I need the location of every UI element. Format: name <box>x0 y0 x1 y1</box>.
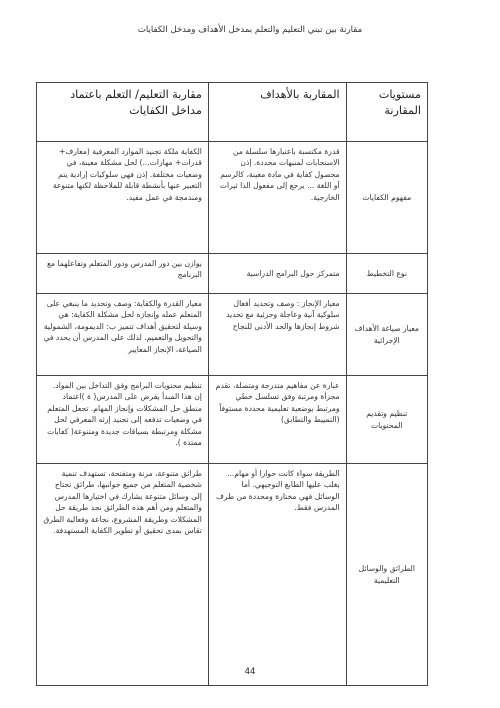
row-competencies-cell: الكفاية ملكة تجنيد الموارد المعرفية (معارف+ قدرات+ مهارات...) لحل مشكلة معينة، في وضعيات مختلفة. إذن فهي سلوكيات إرادية يتم التعبير عنها بأنشطة قابلة للملاحظة لكنها متنوعة ومندمجة في عمل مفيد. <box>37 142 209 254</box>
header-competencies-approach: مقاربة التعليم/ التعلم باعتماد مداخل الكفايات <box>37 83 209 142</box>
row-goals-cell: معيار الإنجاز : وصف وتحديد أفعال سلوكية آنية وعاجلة وجزئية مع تحديد شروط إنجازها والحد الأدنى للنجاح <box>208 294 346 376</box>
header-comparison-levels: مستويات المقارنة <box>346 83 427 142</box>
header-goals-approach: المقاربة بالأهداف <box>208 83 346 142</box>
table-row <box>37 464 428 686</box>
table-row <box>37 294 428 376</box>
table-row <box>37 254 428 294</box>
page-number: 44 <box>244 667 256 677</box>
row-level-cell: نوع التخطيط <box>346 254 427 294</box>
row-competencies-cell: يوازن بين دور المدرس ودور المتعلم وتفاعلهما مع البرنامج <box>37 254 209 294</box>
row-goals-cell: متمركز حول البرامج الدراسية <box>208 254 346 294</box>
row-level-cell: الطرائق والوسائل التعليمية <box>346 464 427 686</box>
row-level-cell: مفهوم الكفايات <box>346 142 427 254</box>
row-competencies-cell: طرائق متنوعة، مرنة ومتفتحة، تستهدف تنمية شخصية المتعلم من جميع جوانبها، طرائق تحتاج إلى وسائل متنوعة يشارك في اختيارها المدرس والمتعلم ومن أهم هذه الطرائق نجد طريقة حل المشكلات وطريقة المشروع، نجاعة وفعالية الطرق تقاس بمدى تحقيق أو تطوير الكفاية المستهدفة. <box>37 464 209 686</box>
row-goals-cell: عبارة عن مفاهيم متدرجة ومتصلة، تقدم مجزأة ومرتبة وفق تسلسل خطي ومرتبط بوضعية تعليمية محددة مستوفاً (التمييط والتطابق) <box>208 376 346 464</box>
table-row <box>37 142 428 254</box>
comparison-table <box>36 82 428 686</box>
page-title: مقارنة بين تبني التعليم والتعلم بمدخل الأهداف ومدخل الكفايات <box>137 25 363 35</box>
row-competencies-cell: معيار القدرة والكفاية: وصف وتحديد ما ينبغي على المتعلم عمله وإنجازه لحل مشكلة الكفاية: هي وسيلة لتحقيق أهداف تتميز ب: الديمومة، الشمولية والتحويل والتعميم. لذلك على المدرس أن يحدد في الصياغة، الإنجاز المعايير <box>37 294 209 376</box>
row-goals-cell: الطريقة سواء كانت حوارا أو مهام... يغلب عليها الطابع التوجيهي. أما الوسائل فهي مختارة ومحددة من طرف المدرس فقط. <box>208 464 346 686</box>
row-goals-cell: قدرة مكتسبة باعتبارها سلسلة من الاستجابات لمنبهات محددة. إذن محصول كفاية في مادة معينة، كالرسم أو اللغة ... يرجع إلى مفعول الذا ثيرات الخارجية. <box>208 142 346 254</box>
row-level-cell: تنظيم وتقديم المحتويات <box>346 376 427 464</box>
row-competencies-cell: تنظيم محتويات البرامج وفق التداخل بين المواد. إن هذا المبدأ يفرض على المدرس( ة )اعتماد منطق حل المشكلات وإنجاز المهام. تجعل المتعلم في وضعيات تدفعه إلى تجنيد إرثه المعرفي لحل مشكلة ومرتبطة بسياقات جديدة ومتنوعة( كفايات ممتدة ). <box>37 376 209 464</box>
table-header-row <box>37 83 428 142</box>
table-row <box>37 376 428 464</box>
row-level-cell: معيار صياغة الأهداف الإجرائية <box>346 294 427 376</box>
